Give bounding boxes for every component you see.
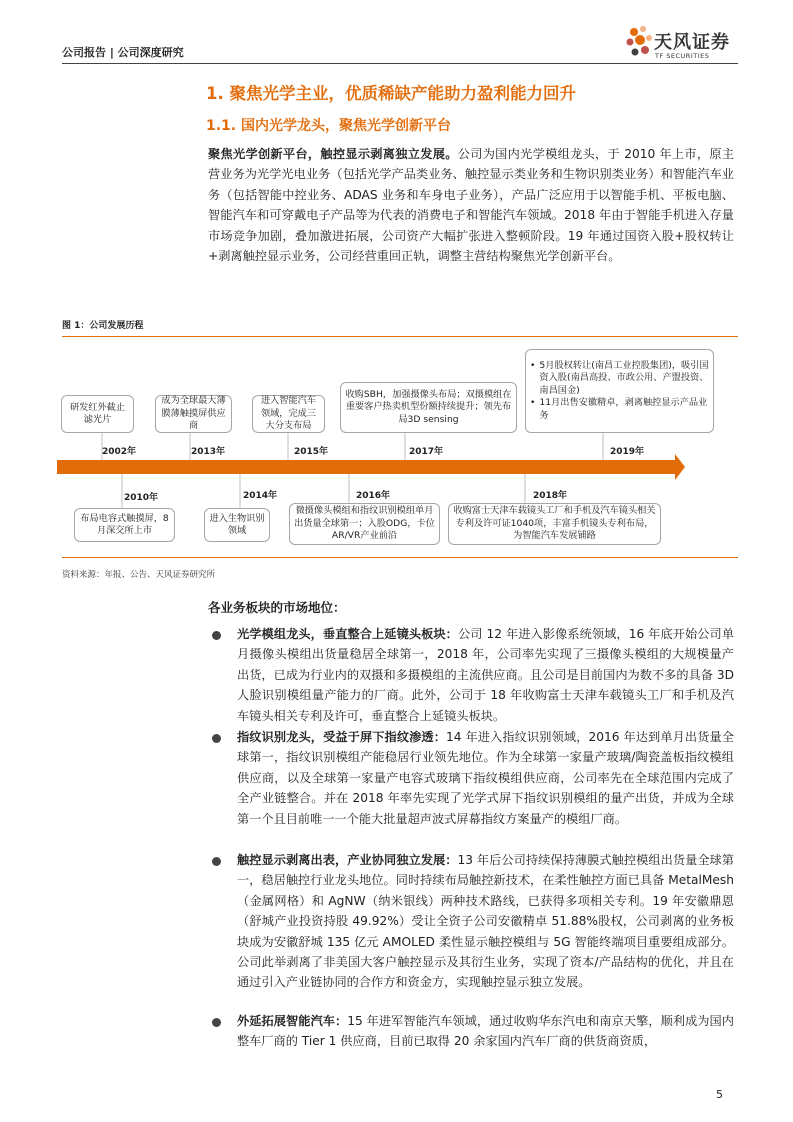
year-2015: 2015年 [294, 447, 329, 457]
market-item-fingerprint-body: 14 年进入指纹识别领域，2016 年达到单月出货量全球第一，指纹识别模组产能稳居行业领先地位。作为全球第一家量产玻璃/陶瓷盖板指纹模组供应商，以及全球第一家量产电容式玻璃下指纹模组供应商，公司率先在全球范围内完成了全产业链整合。并在 2018 年率先实现了光学式屏下指纹识别模组的量产出货，并成为全球第一个且目前唯一一个能大批量超声波式屏幕指纹方案量产的模组厂商。 [237, 730, 734, 826]
logo-dot-2 [640, 26, 646, 32]
logo-dot-3 [627, 39, 634, 46]
figure-bottom-rule [62, 557, 738, 558]
market-item-optics-body: 公司 12 年进入影像系统领域，16 年底开始公司单月摄像头模组出货量稳居全球第一，2018 年，公司率先实现了三摄像头模组的大规模量产出货，已成为行业内的双摄和多摄模组的主流供应商。且公司是目前国内为数不多的具备 3D 人脸识别模组量产能力的厂商。此外，公司于 18 年收购富士天津车载镜头工厂和手机及汽车镜头相关专利及许可，垂直整合上延镜头板块。 [237, 627, 735, 723]
year-2019: 2019年 [610, 447, 645, 457]
year-2016: 2016年 [356, 491, 391, 501]
market-item-fingerprint-title: 指纹识别龙头，受益于屏下指纹渗透： [237, 730, 447, 744]
report-header-label: 公司报告 | 公司深度研究 [62, 46, 184, 59]
logo-dot-6 [632, 49, 639, 56]
section-heading-1-1: 1.1. 国内光学龙头，聚焦光学创新平台 [206, 118, 451, 134]
figure-title: 图 1：公司发展历程 [62, 321, 144, 331]
logo-chinese-name: 天风证券 [654, 32, 730, 53]
bullet-dot-icon [212, 1018, 221, 1027]
event-box-2016: 微摄像头模组和指纹识别模组单月出货量全球第一；入股ODG，卡位AR/VR产业前沿 [289, 503, 440, 545]
event-2019-item-2 [530, 397, 709, 422]
event-box-2017: 收购SBH，加强摄像头布局；双摄模组在重要客户热卖机型份额持续提升；领先布局3D sensing [340, 382, 517, 433]
figure-source: 资料来源：年报、公告、天风证券研究所 [62, 570, 216, 580]
bullet-dot-icon [212, 631, 221, 640]
event-2019-text-1: 5月股权转让(南昌工业控股集团)，吸引国资入股(南昌高投、市政公用、产盟投资、南昌国金) [539, 359, 709, 396]
timeline-arrow [57, 454, 685, 480]
logo-dot-5 [646, 35, 652, 41]
market-item-auto-body: 15 年进军智能汽车领域，通过收购华东汽电和南京天擎，顺利成为国内整车厂商的 Tier 1 供应商，目前已取得 20 余家国内汽车厂商的供货商资质， [237, 1014, 734, 1049]
year-2002: 2002年 [102, 447, 137, 457]
intro-bold-lead: 聚焦光学创新平台，触控显示剥离独立发展。 [208, 147, 458, 161]
year-2017: 2017年 [409, 447, 444, 457]
event-box-2013: 成为全球最大薄膜薄触摸屏供应商 [155, 395, 232, 433]
year-2010: 2010年 [124, 493, 159, 503]
market-item-fingerprint [237, 727, 734, 829]
bullet-dot-icon: • [530, 359, 536, 371]
page-number: 5 [716, 1088, 723, 1101]
market-position-heading: 各业务板块的市场地位： [208, 600, 346, 615]
market-item-touch [237, 850, 734, 993]
market-item-auto-title: 外延拓展智能汽车： [237, 1014, 348, 1028]
event-box-2014: 进入生物识别领域 [204, 508, 270, 542]
bullet-dot-icon [212, 857, 221, 866]
market-item-touch-title: 触控显示剥离出表，产业协同独立发展： [237, 853, 458, 867]
bullet-dot-icon: • [530, 397, 536, 409]
event-box-2015: 进入智能汽车领域，完成三大分支布局 [252, 395, 325, 433]
figure-top-rule [62, 336, 738, 337]
logo-english-name: TF SECURITIES [655, 52, 710, 60]
market-item-optics-title: 光学模组龙头，垂直整合上延镜头板块： [237, 627, 458, 641]
bullet-dot-icon [212, 734, 221, 743]
year-2014: 2014年 [243, 491, 278, 501]
market-item-auto [237, 1011, 734, 1052]
event-2019-item-1 [530, 360, 709, 398]
section-heading-1: 1. 聚焦光学主业，优质稀缺产能助力盈利能力回升 [206, 84, 576, 103]
event-box-2019 [525, 349, 714, 433]
market-item-optics [237, 624, 734, 726]
event-box-2018: 收购富士天津车载镜头工厂和手机及汽车镜头相关专利及许可证1040项，丰富手机镜头专利布局，为智能汽车发展铺路 [448, 503, 661, 545]
year-2018: 2018年 [533, 491, 568, 501]
event-box-2002: 研发红外截止滤光片 [61, 395, 134, 433]
logo-dot-7 [641, 46, 649, 54]
logo-dot-1 [630, 28, 638, 36]
market-item-touch-body: 13 年后公司持续保持薄膜式触控模组出货量全球第一，稳居触控行业龙头地位。同时持续布局触控新技术，在柔性触控方面已具备 MetalMesh（金属网格）和 AgNW（纳米银线）两种技术路线，已获得多项相关专利。19 年安徽鼎恩（舒城产业投资持股 49.92%）受让全资子公司安徽精卓 51.88%股权，公司剥离的业务板块成为安徽舒城 135 亿元 AMOLED 柔性显示触控模组与 5G 智能终端项目重要组成部分。公司此举剥离了非美国大客户触控显示及其衍生业务，实现了资本/产品结构的优化，并且在通过引入产业链协同的合作方和资金方，实现触控显示独立发展。 [237, 853, 734, 990]
event-2019-text-2: 11月出售安徽精卓，剥离触控显示产品业务 [539, 397, 708, 421]
intro-paragraph [208, 144, 734, 266]
event-box-2010: 布局电容式触摸屏，8月深交所上市 [74, 508, 175, 542]
intro-body: 公司为国内光学模组龙头，于 2010 年上市，原主营业务为光学光电业务（包括光学产品类业务、触控显示类业务和生物识别类业务）和智能汽车业务（包括智能中控业务、ADAS 业务和车身电子业务），产品广泛应用于以智能手机、平板电脑、智能汽车和可穿戴电子产品等为代表的消费电子和智能汽车领域。2018 年由于智能手机进入存量市场竞争加剧，叠加激进拓展，公司资产大幅扩张进入整顿阶段。19 年通过国资入股+股权转让+剥离触控显示业务，公司经营重回正轨，调整主营结构聚焦光学创新平台。 [208, 147, 735, 264]
year-2013: 2013年 [191, 447, 226, 457]
logo-dot-4 [635, 35, 645, 45]
